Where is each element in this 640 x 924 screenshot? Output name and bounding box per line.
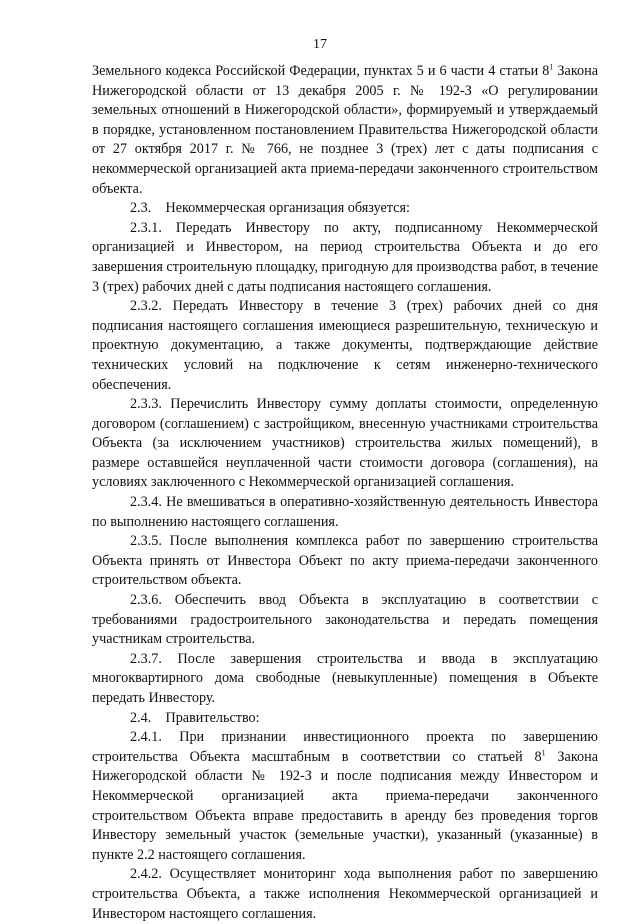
document-body xyxy=(92,62,598,924)
superscript: 1 xyxy=(549,62,554,72)
paragraph-continuation: Земельного кодекса Российской Федерации, пунктах 5 и 6 части 4 статьи $8^1$ Закона Нижегородской области от 13 декабря 2005 г. № 192-З «О регулировании земельных отношений в Нижегородской области», формируемый и утверждаемый в порядке, установленном постановлением Правительства Нижегородской области от 27 октября 2017 г. № 766, не позднее 3 (трех) лет с даты подписания с некоммерческой организацией акта приема-передачи законченного строительством объекта. xyxy=(92,62,598,197)
clause-2-3-1: 2.3.1. Передать Инвестору по акту, подписанному Некоммерческой организацией и Инвестором, на период строительства Объекта и до его завершения строительную площадку, пригодную для производства работ, в течение 3 (трех) рабочих дней с даты подписания настоящего соглашения. xyxy=(92,219,598,295)
section-2-3-heading: 2.3. Некоммерческая организация обязуется: xyxy=(130,200,410,217)
page-number: 17 xyxy=(313,37,327,52)
section-2-4-heading: 2.4. Правительство: xyxy=(130,709,260,726)
clause-2-3-5: 2.3.5. После выполнения комплекса работ по завершению строительства Объекта принять от Инвестора Объект по акту приема-передачи законченного строительством объекта. xyxy=(92,533,598,589)
clause-2-3-4: 2.3.4. Не вмешиваться в оперативно-хозяйственную деятельность Инвестора по выполнению настоящего соглашения. xyxy=(92,494,598,530)
clause-2-3-3: 2.3.3. Перечислить Инвестору сумму доплаты стоимости, определенную договором (соглашением) с застройщиком, внесенную участниками строительства Объекта (за исключением участников) строительства жилых помещений), в размере оставшейся неуплаченной части стоимости договора (соглашения), на условиях заключенного с Некоммерческой организацией соглашения. xyxy=(92,396,598,491)
clause-2-4-1: 2.4.1. При признании инвестиционного проекта по завершению строительства Объекта масштабным в соответствии со статьей $8^1$ Закона Нижегородской области № 192-З и после подписания между Инвестором и Некоммерческой организацией акта приема-передачи законченного строительством Объекта вправе предоставить в аренду без проведения торгов Инвестору земельный участок (земельные участки), указанный (указанные) в пункте 2.2 настоящего соглашения. xyxy=(92,729,598,863)
clause-2-3-2: 2.3.2. Передать Инвестору в течение 3 (трех) рабочих дней со дня подписания настоящего соглашения имеющиеся разрешительную, техническую и проектную документацию, а также документы, подтверждающие действие технических условий на подключение к сетям инженерно-технического обеспечения. xyxy=(92,298,598,393)
superscript: 1 xyxy=(541,748,546,758)
clause-2-4-2: 2.4.2. Осуществляет мониторинг хода выполнения работ по завершению строительства Объекта, а также исполнения Некоммерческой организацией и Инвестором настоящего соглашения. xyxy=(92,866,598,922)
clause-2-3-6: 2.3.6. Обеспечить ввод Объекта в эксплуатацию в соответствии с требованиями градостроительного законодательства и передать помещения участникам строительства. xyxy=(92,592,598,648)
clause-2-3-7: 2.3.7. После завершения строительства и ввода в эксплуатацию многоквартирного дома свободные (невыкупленные) помещения в Объекте передать Инвестору. xyxy=(92,650,598,706)
